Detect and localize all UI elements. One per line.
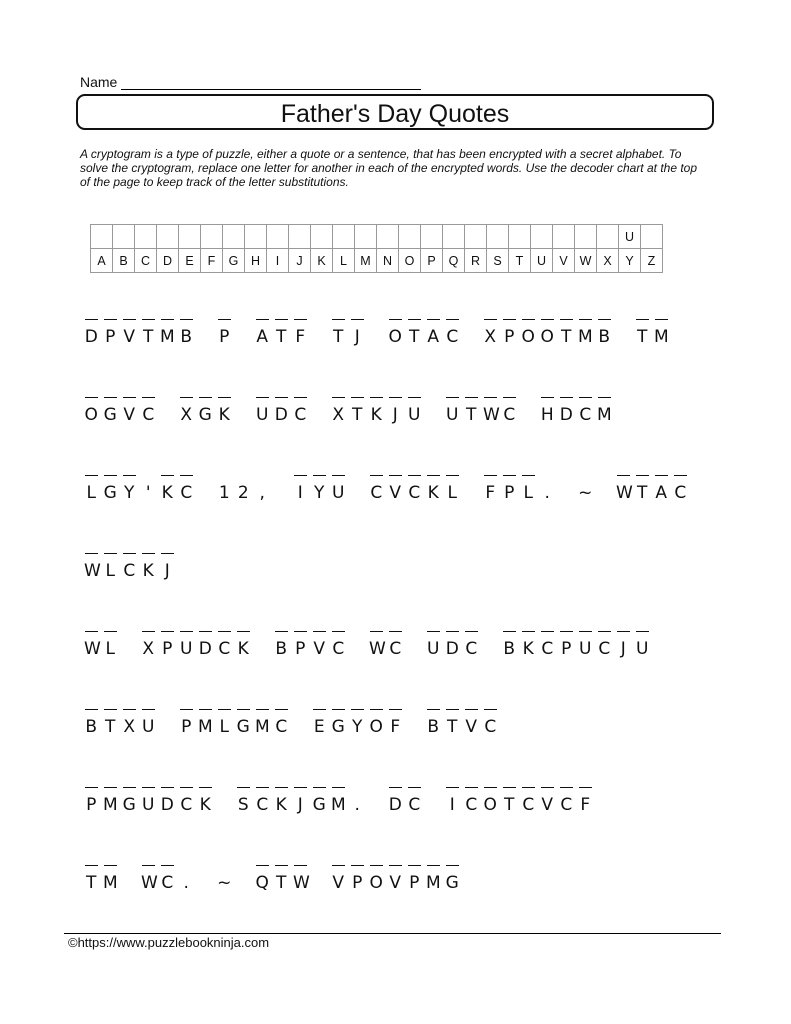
decoder-letter-cell: Z — [641, 249, 663, 273]
cipher-letter[interactable]: C — [521, 784, 536, 816]
instructions-text: A cryptogram is a type of puzzle, either a quote or a sentence, that has been encrypted with a secret alphabet. To solve the cryptogram, replace one letter for another in each of the encrypted words. Use the decoder chart at the top of the page to keep track of the letter substitutions. — [80, 147, 698, 189]
cipher-letter[interactable]: M — [160, 316, 175, 348]
cipher-letter[interactable]: O — [540, 316, 555, 348]
cipher-symbol — [426, 394, 441, 426]
cipher-letter[interactable]: W — [483, 394, 498, 426]
decoder-solution-cell[interactable] — [223, 225, 245, 249]
decoder-solution-cell[interactable] — [113, 225, 135, 249]
decoder-letter-cell: J — [289, 249, 311, 273]
cipher-symbol — [369, 784, 384, 816]
cipher-letter[interactable]: P — [103, 316, 118, 348]
decoder-solution-cell[interactable] — [641, 225, 663, 249]
cipher-symbol — [350, 628, 365, 660]
cipher-letter[interactable]: I — [293, 472, 308, 504]
cipher-letter[interactable]: U — [141, 784, 156, 816]
cipher-letter[interactable]: F — [388, 706, 403, 738]
cipher-letter[interactable]: C — [369, 472, 384, 504]
cipher-letter[interactable]: D — [274, 394, 289, 426]
cipher-letter[interactable]: T — [502, 784, 517, 816]
decoder-letter-cell: C — [135, 249, 157, 273]
cipher-letter[interactable]: C — [217, 628, 232, 660]
decoder-chart — [90, 224, 663, 273]
decoder-solution-cell[interactable] — [443, 225, 465, 249]
cipher-symbol: ~ — [217, 873, 232, 893]
cipher-letter[interactable]: B — [426, 706, 441, 738]
cipher-letter[interactable]: T — [445, 706, 460, 738]
cipher-letter[interactable]: P — [293, 628, 308, 660]
cipher-letter[interactable]: G — [236, 706, 251, 738]
decoder-solution-cell[interactable] — [377, 225, 399, 249]
decoder-letter-cell: E — [179, 249, 201, 273]
cipher-letter[interactable]: K — [274, 784, 289, 816]
cipher-letter[interactable]: G — [312, 784, 327, 816]
decoder-solution-cell[interactable] — [289, 225, 311, 249]
cipher-letter[interactable]: C — [160, 862, 175, 894]
cipher-letter[interactable]: B — [502, 628, 517, 660]
cipher-letter[interactable]: J — [350, 316, 365, 348]
decoder-solution-cell[interactable] — [531, 225, 553, 249]
cipher-letter[interactable]: J — [616, 628, 631, 660]
cipher-letter[interactable]: F — [293, 316, 308, 348]
puzzle-line — [84, 394, 764, 472]
cipher-letter[interactable]: V — [464, 706, 479, 738]
decoder-solution-cell[interactable] — [201, 225, 223, 249]
cipher-symbol — [160, 394, 175, 426]
cipher-symbol — [236, 862, 251, 894]
cipher-letter[interactable]: M — [331, 784, 346, 816]
decoder-letter-cell: M — [355, 249, 377, 273]
cipher-letter[interactable]: C — [274, 706, 289, 738]
decoder-letter-cell: G — [223, 249, 245, 273]
cryptogram-puzzle — [84, 316, 764, 940]
cipher-letter[interactable]: E — [312, 706, 327, 738]
cipher-letter[interactable]: C — [578, 394, 593, 426]
cipher-letter[interactable]: P — [160, 628, 175, 660]
decoder-solution-cell[interactable] — [575, 225, 597, 249]
decoder-letter-cell: W — [575, 249, 597, 273]
cipher-letter[interactable]: U — [141, 706, 156, 738]
cipher-letter[interactable]: K — [160, 472, 175, 504]
cipher-letter[interactable]: M — [103, 862, 118, 894]
cipher-letter[interactable]: B — [597, 316, 612, 348]
cipher-letter[interactable]: X — [122, 706, 137, 738]
cipher-letter[interactable]: O — [369, 862, 384, 894]
cipher-symbol — [616, 316, 631, 348]
cipher-symbol: . — [183, 873, 189, 893]
cipher-letter[interactable]: V — [122, 394, 137, 426]
decoder-solution-cell[interactable] — [267, 225, 289, 249]
decoder-solution-cell[interactable] — [421, 225, 443, 249]
decoder-letter-cell: P — [421, 249, 443, 273]
cipher-letter[interactable]: J — [293, 784, 308, 816]
cipher-symbol: . — [544, 483, 550, 503]
cipher-symbol — [312, 862, 327, 894]
cipher-letter[interactable]: T — [464, 394, 479, 426]
cipher-letter[interactable]: C — [540, 628, 555, 660]
cipher-letter[interactable]: W — [141, 862, 156, 894]
cipher-letter[interactable]: P — [407, 862, 422, 894]
cipher-letter[interactable]: P — [217, 316, 232, 348]
decoder-solution-cell[interactable] — [179, 225, 201, 249]
cipher-letter[interactable]: T — [84, 862, 99, 894]
decoder-letter-cell: S — [487, 249, 509, 273]
cipher-symbol — [236, 394, 251, 426]
puzzle-line — [84, 862, 764, 940]
cipher-letter[interactable]: V — [122, 316, 137, 348]
cipher-letter[interactable]: V — [388, 472, 403, 504]
cipher-letter[interactable]: C — [559, 784, 574, 816]
cipher-symbol: ' — [145, 483, 151, 503]
decoder-solution-cell[interactable] — [91, 225, 113, 249]
cipher-letter[interactable]: W — [84, 628, 99, 660]
decoder-letter-cell: U — [531, 249, 553, 273]
cipher-letter[interactable]: P — [179, 706, 194, 738]
cipher-letter[interactable]: L — [103, 550, 118, 582]
cipher-symbol — [369, 316, 384, 348]
cipher-letter[interactable]: Q — [255, 862, 270, 894]
decoder-solution-cell[interactable] — [135, 225, 157, 249]
cipher-letter[interactable]: C — [597, 628, 612, 660]
decoder-solution-cell[interactable] — [311, 225, 333, 249]
cipher-letter[interactable]: C — [464, 784, 479, 816]
cipher-letter[interactable]: T — [407, 316, 422, 348]
cipher-symbol — [464, 472, 479, 504]
decoder-solution-cell[interactable] — [509, 225, 531, 249]
cipher-letter[interactable]: X — [331, 394, 346, 426]
cipher-letter[interactable]: M — [578, 316, 593, 348]
cipher-letter[interactable]: M — [103, 784, 118, 816]
cipher-letter[interactable]: T — [103, 706, 118, 738]
cipher-letter[interactable]: U — [445, 394, 460, 426]
cipher-letter[interactable]: X — [141, 628, 156, 660]
cipher-letter[interactable]: D — [160, 784, 175, 816]
cipher-letter[interactable]: O — [84, 394, 99, 426]
decoder-letter-cell: V — [553, 249, 575, 273]
cipher-letter[interactable]: F — [578, 784, 593, 816]
cipher-letter[interactable]: W — [616, 472, 631, 504]
cipher-letter[interactable]: P — [502, 316, 517, 348]
cipher-letter[interactable]: U — [635, 628, 650, 660]
cipher-symbol: , — [259, 483, 265, 503]
cipher-letter[interactable]: T — [559, 316, 574, 348]
cipher-symbol — [597, 472, 612, 504]
cipher-letter[interactable]: C — [141, 394, 156, 426]
decoder-letter-cell: Y — [619, 249, 641, 273]
cipher-letter[interactable]: D — [445, 628, 460, 660]
cipher-symbol — [312, 394, 327, 426]
cipher-letter[interactable]: T — [350, 394, 365, 426]
cipher-letter[interactable]: K — [141, 550, 156, 582]
decoder-letter-cell: I — [267, 249, 289, 273]
cipher-symbol — [464, 316, 479, 348]
cipher-letter[interactable]: C — [502, 394, 517, 426]
puzzle-line — [84, 550, 764, 628]
cipher-letter[interactable]: G — [445, 862, 460, 894]
cipher-letter[interactable]: U — [426, 628, 441, 660]
cipher-letter[interactable]: D — [559, 394, 574, 426]
decoder-letter-cell: Q — [443, 249, 465, 273]
cipher-letter[interactable]: M — [255, 706, 270, 738]
decoder-solution-cell[interactable] — [157, 225, 179, 249]
cipher-letter[interactable]: O — [388, 316, 403, 348]
cipher-letter[interactable]: C — [483, 706, 498, 738]
decoder-letter-cell: X — [597, 249, 619, 273]
cipher-letter[interactable]: C — [179, 784, 194, 816]
cipher-letter[interactable]: U — [331, 472, 346, 504]
cipher-symbol — [255, 628, 270, 660]
cipher-letter[interactable]: I — [445, 784, 460, 816]
cipher-letter[interactable]: C — [445, 316, 460, 348]
decoder-letter-cell: A — [91, 249, 113, 273]
cipher-letter[interactable]: X — [179, 394, 194, 426]
decoder-letter-cell: R — [465, 249, 487, 273]
puzzle-line — [84, 472, 764, 550]
cipher-letter[interactable]: M — [597, 394, 612, 426]
decoder-solution-cell[interactable] — [597, 225, 619, 249]
cipher-letter[interactable]: T — [331, 316, 346, 348]
decoder-letter-cell: N — [377, 249, 399, 273]
cipher-letter[interactable]: O — [521, 316, 536, 348]
cipher-letter[interactable]: G — [331, 706, 346, 738]
decoder-letter-cell: O — [399, 249, 421, 273]
cipher-letter[interactable]: P — [559, 628, 574, 660]
cipher-symbol: . — [354, 795, 360, 815]
cipher-letter[interactable]: T — [141, 316, 156, 348]
cipher-letter[interactable]: K — [236, 628, 251, 660]
cipher-letter[interactable]: T — [635, 472, 650, 504]
cipher-letter[interactable]: L — [217, 706, 232, 738]
cipher-letter[interactable]: C — [255, 784, 270, 816]
cipher-letter[interactable]: W — [84, 550, 99, 582]
cipher-letter[interactable]: D — [84, 316, 99, 348]
cipher-letter[interactable]: M — [654, 316, 669, 348]
cipher-letter[interactable]: U — [255, 394, 270, 426]
footer-credit: ©https://www.puzzlebookninja.com — [68, 935, 270, 950]
decoder-letter-cell: B — [113, 249, 135, 273]
cipher-symbol — [160, 706, 175, 738]
cipher-symbol — [198, 316, 213, 348]
name-field[interactable] — [121, 76, 421, 90]
cipher-symbol — [559, 472, 574, 504]
cipher-symbol — [122, 862, 137, 894]
cipher-letter[interactable]: U — [578, 628, 593, 660]
cipher-letter[interactable]: P — [502, 472, 517, 504]
cipher-letter[interactable]: G — [103, 394, 118, 426]
cipher-symbol — [236, 316, 251, 348]
decoder-solution-cell[interactable]: U — [619, 225, 641, 249]
decoder-solution-cell[interactable] — [465, 225, 487, 249]
cipher-letter[interactable]: C — [293, 394, 308, 426]
cipher-letter[interactable]: B — [84, 706, 99, 738]
cipher-symbol: 1 — [218, 483, 230, 503]
cipher-symbol — [198, 862, 213, 894]
cipher-symbol: ~ — [578, 483, 593, 503]
decoder-solution-cell[interactable] — [553, 225, 575, 249]
cipher-letter[interactable]: A — [255, 316, 270, 348]
cipher-symbol — [217, 784, 232, 816]
cipher-letter[interactable]: S — [236, 784, 251, 816]
cipher-letter[interactable]: Y — [350, 706, 365, 738]
cipher-letter[interactable]: C — [407, 472, 422, 504]
cipher-letter[interactable]: V — [331, 862, 346, 894]
cipher-letter[interactable]: K — [198, 784, 213, 816]
decoder-solution-cell[interactable] — [355, 225, 377, 249]
cipher-symbol — [122, 628, 137, 660]
decoder-solution-cell[interactable] — [399, 225, 421, 249]
cipher-letter[interactable]: H — [540, 394, 555, 426]
cipher-letter[interactable]: L — [103, 628, 118, 660]
page-title: Father's Day Quotes — [76, 94, 714, 130]
cipher-letter[interactable]: V — [540, 784, 555, 816]
puzzle-line — [84, 784, 764, 862]
cipher-letter[interactable]: G — [103, 472, 118, 504]
cipher-letter[interactable]: J — [388, 394, 403, 426]
decoder-letter-row — [91, 249, 663, 273]
name-row — [80, 74, 421, 90]
cipher-letter[interactable]: C — [673, 472, 688, 504]
cipher-symbol — [407, 706, 422, 738]
cipher-letter[interactable]: L — [445, 472, 460, 504]
cipher-symbol — [521, 394, 536, 426]
cipher-letter[interactable]: A — [654, 472, 669, 504]
decoder-letter-cell: K — [311, 249, 333, 273]
cipher-letter[interactable]: C — [388, 628, 403, 660]
cipher-letter[interactable]: P — [84, 784, 99, 816]
cipher-letter[interactable]: K — [217, 394, 232, 426]
cipher-symbol: 2 — [237, 483, 249, 503]
cipher-letter[interactable]: C — [331, 628, 346, 660]
cipher-letter[interactable]: J — [160, 550, 175, 582]
cipher-symbol — [407, 628, 422, 660]
puzzle-line — [84, 706, 764, 784]
cipher-letter[interactable]: W — [369, 628, 384, 660]
cipher-letter[interactable]: U — [407, 394, 422, 426]
cipher-letter[interactable]: C — [407, 784, 422, 816]
puzzle-line — [84, 628, 764, 706]
cipher-letter[interactable]: V — [312, 628, 327, 660]
cipher-letter[interactable]: L — [521, 472, 536, 504]
cipher-letter[interactable]: U — [179, 628, 194, 660]
decoder-letter-cell: D — [157, 249, 179, 273]
cipher-letter[interactable]: C — [179, 472, 194, 504]
cipher-letter[interactable]: G — [122, 784, 137, 816]
cipher-letter[interactable]: D — [198, 628, 213, 660]
cipher-letter[interactable]: Y — [312, 472, 327, 504]
cipher-letter[interactable]: C — [122, 550, 137, 582]
cipher-letter[interactable]: Y — [122, 472, 137, 504]
decoder-solution-cell[interactable] — [487, 225, 509, 249]
decoder-letter-cell: H — [245, 249, 267, 273]
cipher-letter[interactable]: G — [198, 394, 213, 426]
footer-divider — [64, 933, 721, 934]
cipher-symbol — [483, 628, 498, 660]
cipher-letter[interactable]: V — [388, 862, 403, 894]
cipher-letter[interactable]: X — [483, 316, 498, 348]
decoder-solved-row — [91, 225, 663, 249]
decoder-letter-cell: T — [509, 249, 531, 273]
puzzle-line — [84, 316, 764, 394]
name-label: Name — [80, 74, 118, 90]
cipher-symbol — [350, 472, 365, 504]
cipher-symbol — [293, 706, 308, 738]
cipher-symbol — [426, 784, 441, 816]
cipher-letter[interactable]: P — [350, 862, 365, 894]
cipher-letter[interactable]: W — [293, 862, 308, 894]
cipher-letter[interactable]: M — [426, 862, 441, 894]
cipher-letter[interactable]: A — [426, 316, 441, 348]
cipher-letter[interactable]: T — [635, 316, 650, 348]
cipher-letter[interactable]: T — [274, 862, 289, 894]
cipher-letter[interactable]: B — [274, 628, 289, 660]
cipher-symbol — [198, 472, 213, 504]
cipher-letter[interactable]: M — [198, 706, 213, 738]
cipher-letter[interactable]: T — [274, 316, 289, 348]
cipher-letter[interactable]: K — [369, 394, 384, 426]
cipher-letter[interactable]: C — [464, 628, 479, 660]
decoder-solution-cell[interactable] — [333, 225, 355, 249]
cipher-letter[interactable]: K — [521, 628, 536, 660]
decoder-letter-cell: F — [201, 249, 223, 273]
cipher-symbol — [274, 472, 289, 504]
cipher-letter[interactable]: O — [369, 706, 384, 738]
cipher-letter[interactable]: L — [84, 472, 99, 504]
decoder-letter-cell: L — [333, 249, 355, 273]
cipher-letter[interactable]: K — [426, 472, 441, 504]
cipher-letter[interactable]: D — [388, 784, 403, 816]
cipher-letter[interactable]: O — [483, 784, 498, 816]
decoder-solution-cell[interactable] — [245, 225, 267, 249]
cipher-symbol — [312, 316, 327, 348]
cipher-letter[interactable]: B — [179, 316, 194, 348]
cipher-letter[interactable]: F — [483, 472, 498, 504]
